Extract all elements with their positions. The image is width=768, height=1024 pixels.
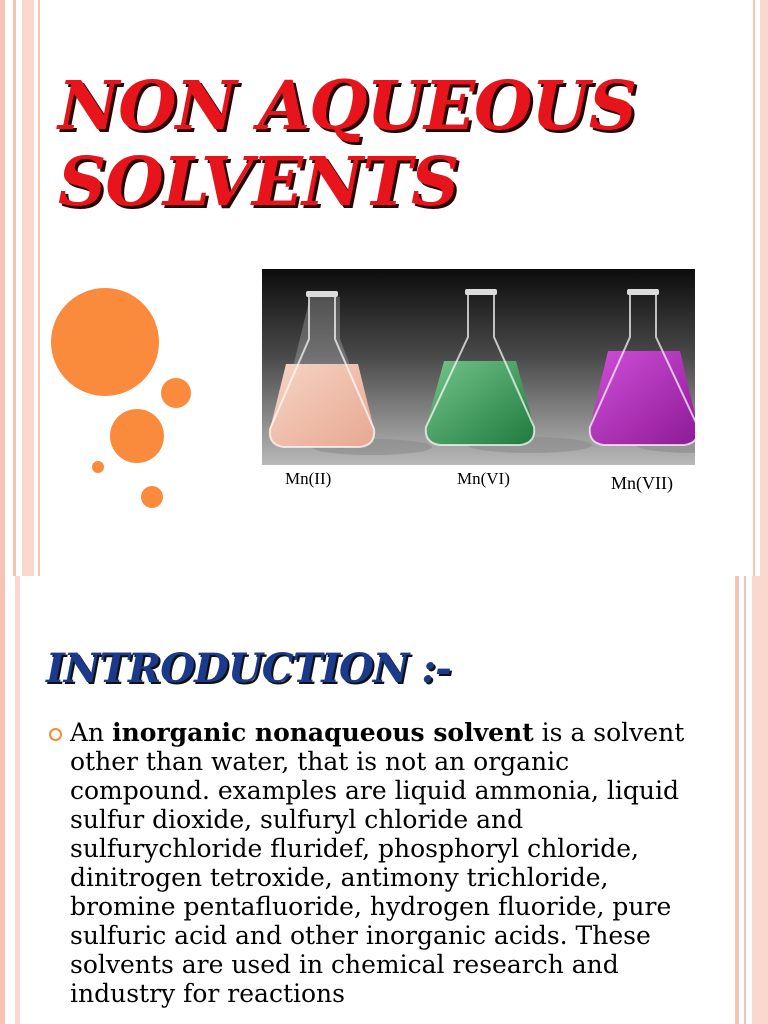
bullet-rest: is a solvent other than water, that is not an organic compound. examples are liquid ammonia, liquid sulfur dioxide, sulfuryl chloride and sulfurychloride fluridef, phosphoryl chloride, dinitrogen tetroxide, antimony trichloride, bromine pentafluoride, hydrogen fluoride, pure sulfuric acid and other inorganic acids. These solvents are used in chemical research and industry for reactions (70, 718, 685, 1008)
decor-stripe (22, 0, 34, 576)
title-line-2: SOLVENTS (58, 142, 459, 221)
title-line-1: NON AQUEOUS (58, 66, 637, 145)
bullet-item (46, 718, 706, 1008)
section-heading: INTRODUCTION :- (46, 645, 451, 692)
decor-stripe (752, 576, 768, 1024)
slide-title (58, 68, 708, 220)
decor-circle (92, 461, 104, 473)
ring-bullet-icon (49, 728, 62, 741)
decor-stripe (0, 0, 5, 576)
decor-circle (51, 288, 159, 396)
decor-circle (110, 409, 164, 463)
introduction-slide (0, 576, 768, 1024)
bullet-bold-term: inorganic nonaqueous solvent (112, 718, 534, 747)
decor-stripe (38, 0, 40, 576)
bullet-prefix: An (70, 718, 113, 747)
decor-circle (141, 486, 163, 508)
decor-stripe (735, 576, 739, 1024)
decor-stripe (15, 576, 20, 1024)
flask-label-mn6: Mn(VI) (457, 469, 510, 488)
decor-stripe (744, 576, 746, 1024)
bullet-text (70, 718, 706, 1008)
flask-label-mn2: Mn(II) (285, 469, 332, 488)
decor-stripe (753, 0, 755, 576)
flasks-photo (262, 269, 695, 465)
decor-stripe (760, 0, 768, 576)
decor-circle (161, 378, 191, 408)
decor-stripe (0, 576, 5, 1024)
flask-label-mn7: Mn(VII) (611, 473, 673, 493)
decor-stripe (13, 0, 16, 576)
